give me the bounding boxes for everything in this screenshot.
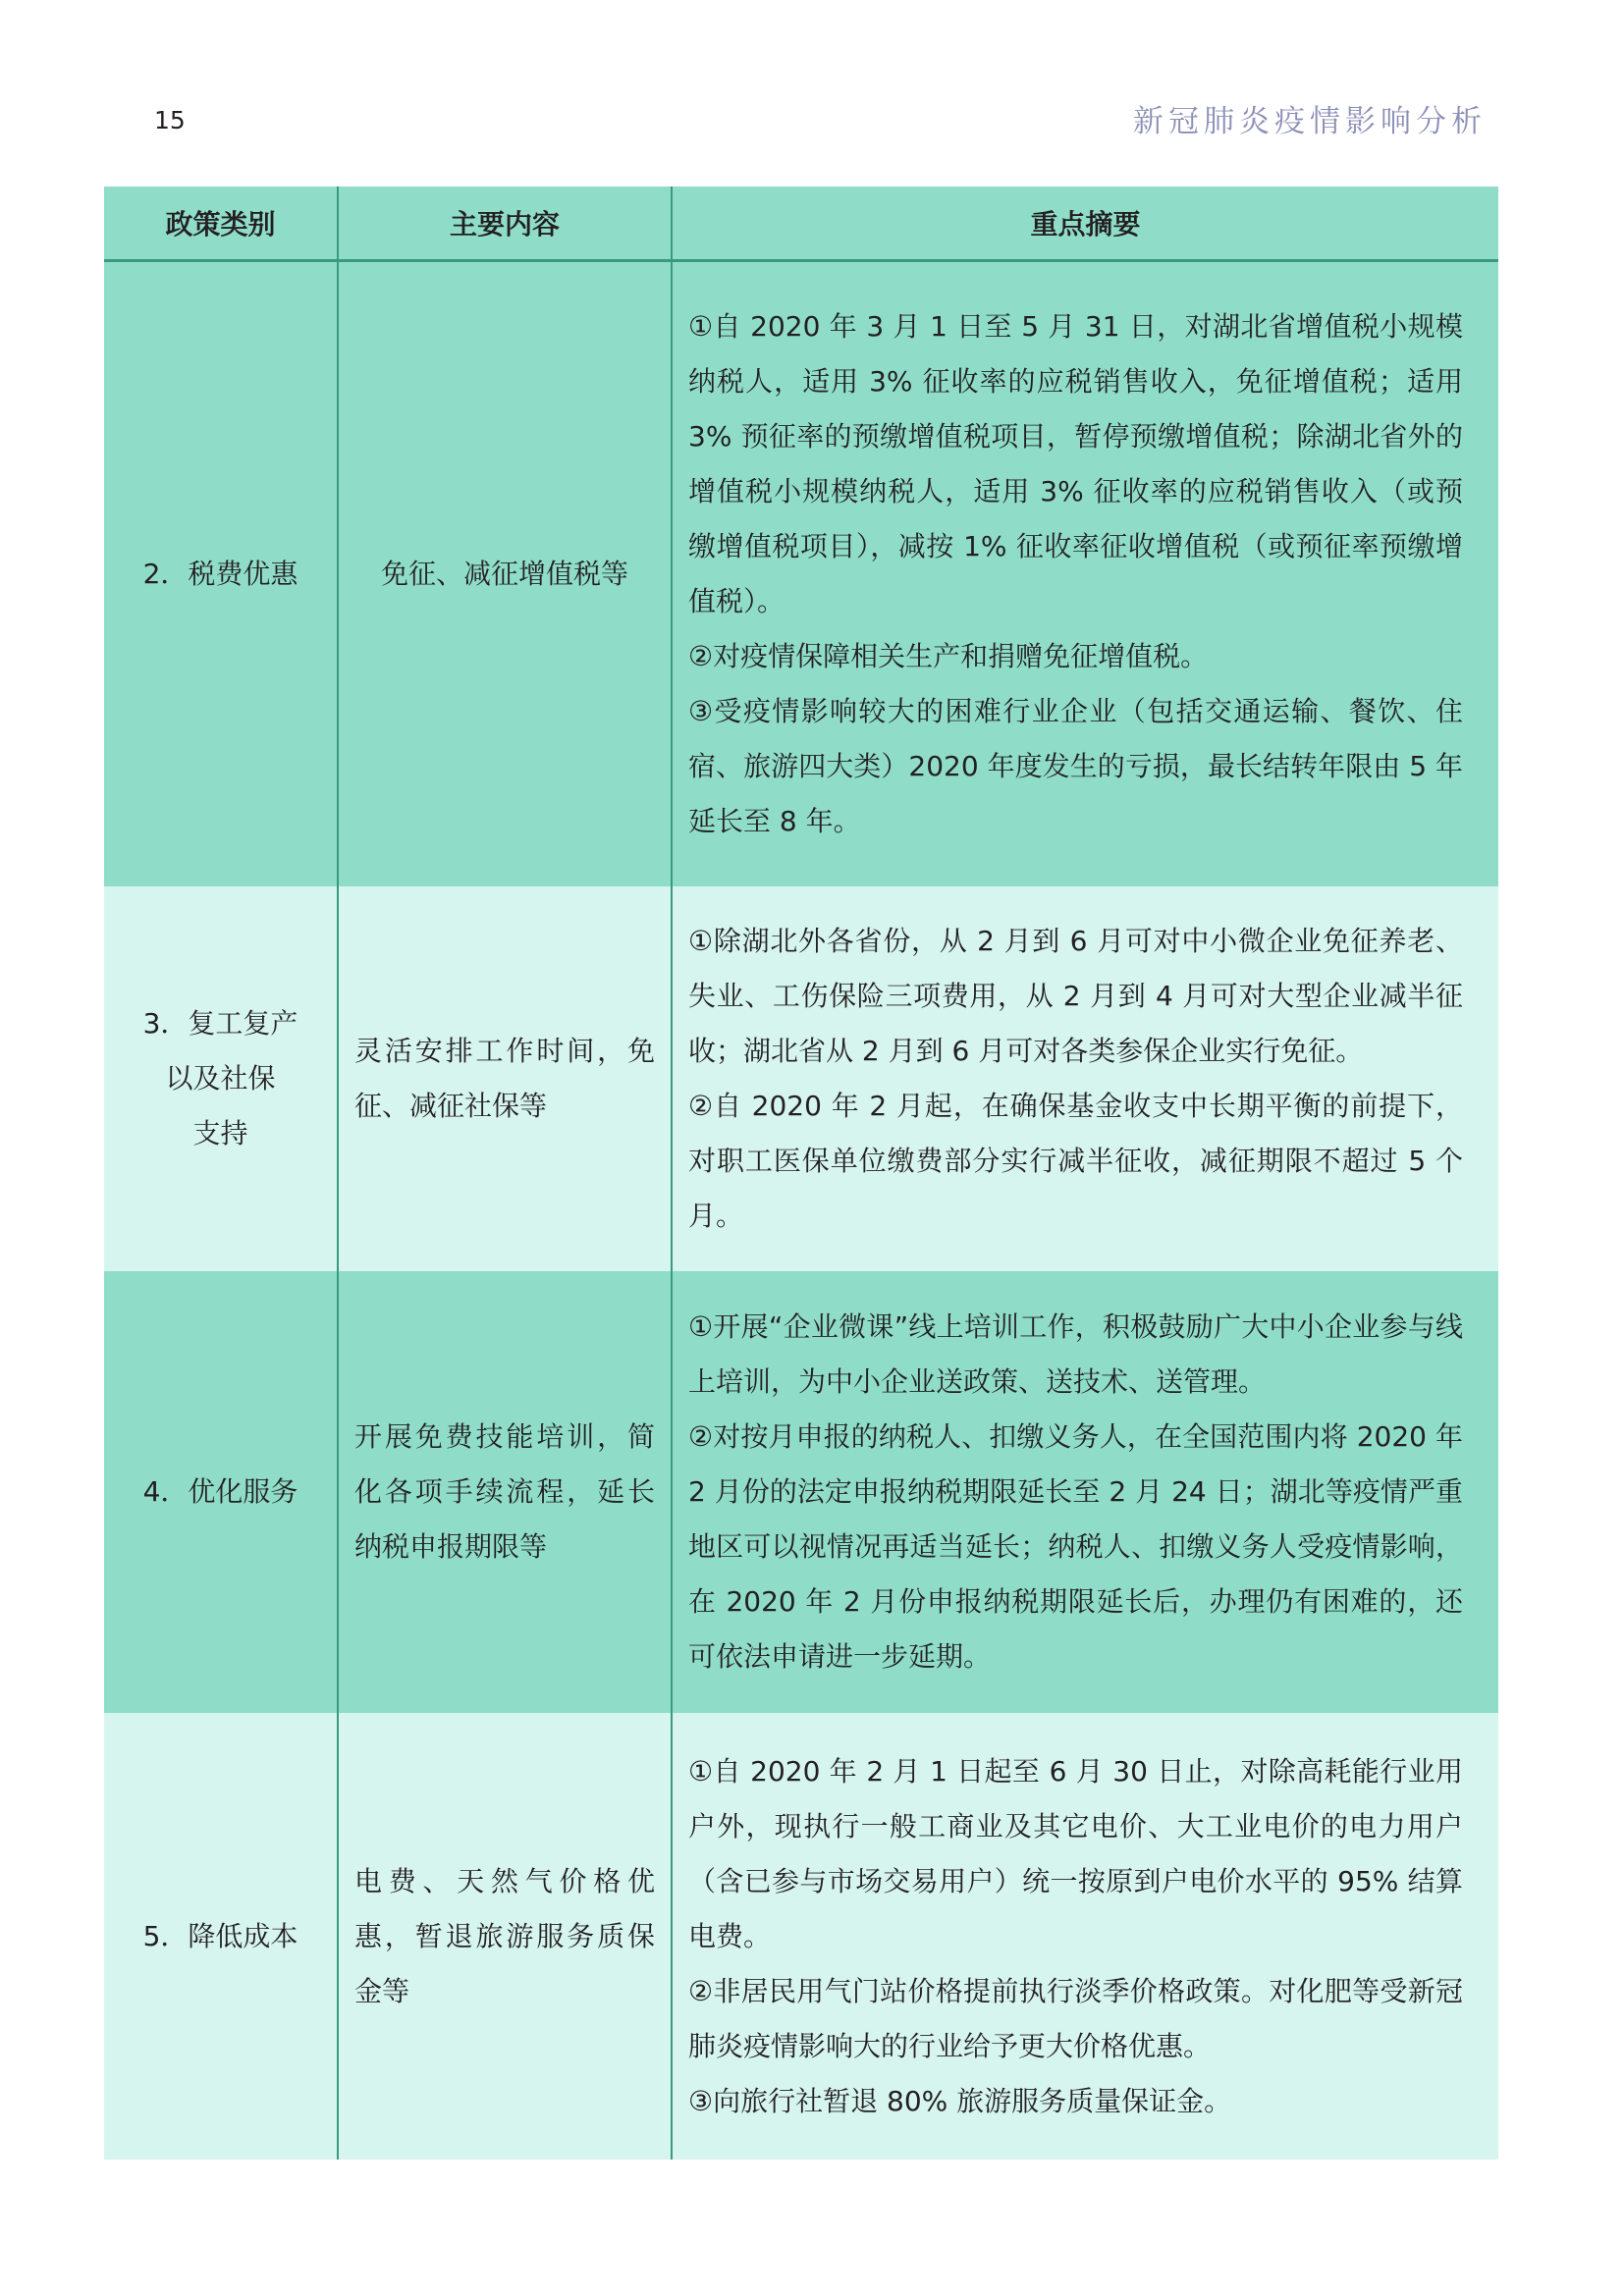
summary-item: ③向旅行社暂退 80% 旅游服务质量保证金。 [688, 2084, 1232, 2117]
summary-item: ①开展“企业微课”线上培训工作，积极鼓励广大中小企业参与线上培训，为中小企业送政策、送技术、送管理。 [688, 1310, 1463, 1398]
summary-item: ①除湖北外各省份，从 2 月到 6 月可对中小微企业免征养老、失业、工伤保险三项费用，从 2 月到 4 月可对大型企业减半征收；湖北省从 2 月到 6 月可对各类参保企业实行免征。 [688, 925, 1463, 1067]
table-row [104, 1713, 1498, 2160]
main-content-cell: 电费、天然气价格优惠，暂退旅游服务质保金等 [338, 1713, 672, 2160]
summary-item: ②非居民用气门站价格提前执行淡季价格政策。对化肥等受新冠肺炎疫情影响大的行业给予更大价格优惠。 [688, 1974, 1463, 2062]
table-row [104, 261, 1498, 887]
summary-item: ③受疫情影响较大的困难行业企业（包括交通运输、餐饮、住宿、旅游四大类）2020 年度发生的亏损，最长结转年限由 5 年延长至 8 年。 [688, 695, 1463, 837]
policy-category-cell [104, 886, 338, 1271]
summary-item: ②对疫情保障相关生产和捐赠免征增值税。 [688, 640, 1209, 672]
table-row [104, 886, 1498, 1271]
policy-category: 支持 [192, 1117, 248, 1149]
policy-table [104, 187, 1498, 2160]
key-summary-cell [672, 1271, 1498, 1713]
policy-category-cell [104, 261, 338, 887]
policy-category: 以及社保 [165, 1062, 276, 1095]
policy-category-cell [104, 1271, 338, 1713]
header-main-content: 主要内容 [338, 187, 672, 261]
main-content-cell: 免征、减征增值税等 [338, 261, 672, 887]
policy-category: 3．复工复产 [142, 1007, 298, 1040]
header-key-summary: 重点摘要 [672, 187, 1498, 261]
key-summary-cell [672, 1713, 1498, 2160]
summary-item: ②对按月申报的纳税人、扣缴义务人，在全国范围内将 2020 年 2 月份的法定申报纳税期限延长至 2 月 24 日；湖北等疫情严重地区可以视情况再适当延长；纳税人、扣缴义务人受疫情影响，在 2020 年 2 月份申报纳税期限延长后，办理仍有困难的，还可依法申请进一步延期。 [688, 1420, 1463, 1673]
policy-category: 5．降低成本 [142, 1919, 298, 1952]
policy-category: 4．优化服务 [142, 1475, 298, 1508]
header-policy-category: 政策类别 [104, 187, 338, 261]
running-header: 新冠肺炎疫情影响分析 [1133, 104, 1487, 139]
key-summary-cell [672, 886, 1498, 1271]
policy-category-cell [104, 1713, 338, 2160]
main-content-cell: 灵活安排工作时间，免征、减征社保等 [338, 886, 672, 1271]
summary-item: ①自 2020 年 2 月 1 日起至 6 月 30 日止，对除高耗能行业用户外，现执行一般工商业及其它电价、大工业电价的电力用户（含已参与市场交易用户）统一按原到户电价水平的 95% 结算电费。 [688, 1754, 1463, 1952]
page-number: 15 [154, 106, 186, 134]
key-summary-cell [672, 261, 1498, 887]
table-row [104, 1271, 1498, 1713]
summary-item: ①自 2020 年 3 月 1 日至 5 月 31 日，对湖北省增值税小规模纳税人，适用 3% 征收率的应税销售收入，免征增值税；适用 3% 预征率的预缴增值税项目，暂停预缴增值税；除湖北省外的增值税小规模纳税人，适用 3% 征收率的应税销售收入（或预缴增值税项目），减按 1% 征收率征收增值税（或预征率预缴增值税）。 [688, 310, 1463, 617]
summary-item: ②自 2020 年 2 月起，在确保基金收支中长期平衡的前提下，对职工医保单位缴费部分实行减半征收，减征期限不超过 5 个月。 [688, 1090, 1463, 1232]
main-content-cell: 开展免费技能培训，简化各项手续流程，延长纳税申报期限等 [338, 1271, 672, 1713]
table-header-row [104, 187, 1498, 261]
policy-category: 2．税费优惠 [142, 558, 298, 590]
